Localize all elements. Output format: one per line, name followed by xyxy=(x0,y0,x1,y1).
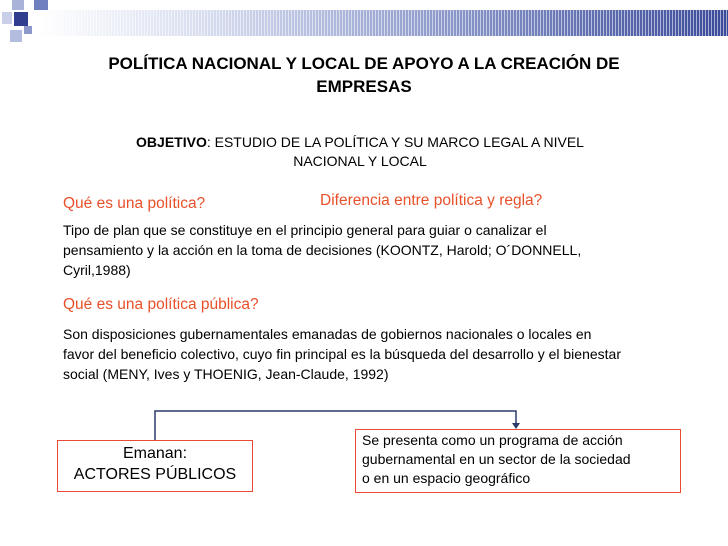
objective-text-2: NACIONAL Y LOCAL xyxy=(293,153,427,169)
actors-box xyxy=(57,440,253,492)
public-policy-line-1: Son disposiciones gubernamentales emanadas de gobiernos nacionales o locales en xyxy=(63,326,592,342)
question-difference: Diferencia entre política y regla? xyxy=(320,192,543,209)
actors-box-line-2: ACTORES PÚBLICOS xyxy=(73,466,237,483)
program-box-line-3: o en un espacio geográfico xyxy=(362,470,531,486)
public-policy-line-2: favor del beneficio colectivo, cuyo fin principal es la búsqueda del desarrollo y el bienestar xyxy=(63,346,621,362)
title-line-2: EMPRESAS xyxy=(316,77,412,96)
program-box xyxy=(355,429,681,493)
policy-definition-line-2: pensamiento y la acción en la toma de decisiones (KOONTZ, Harold; O´DONNELL, xyxy=(63,242,582,258)
question-what-is-policy: Qué es una política? xyxy=(63,195,206,212)
objective-text-1: : ESTUDIO DE LA POLÍTICA Y SU MARCO LEGAL A NIVEL xyxy=(206,134,584,150)
program-box-line-2: gubernamental en un sector de la sociedad xyxy=(362,451,631,467)
actors-box-line-1: Emanan: xyxy=(122,445,188,462)
public-policy-line-3: social (MENY, Ives y THOENIG, Jean-Claude, 1992) xyxy=(63,366,389,382)
title-line-1: POLÍTICA NACIONAL Y LOCAL DE APOYO A LA CREACIÓN DE xyxy=(108,54,620,73)
question-what-is-public-policy: Qué es una política pública? xyxy=(63,296,259,313)
policy-definition-line-1: Tipo de plan que se constituye en el principio general para guiar o canalizar el xyxy=(63,222,547,238)
policy-definition-line-3: Cyril,1988) xyxy=(63,262,131,278)
objective-label: OBJETIVO xyxy=(136,134,207,150)
program-box-line-1: Se presenta como un programa de acción xyxy=(362,432,623,448)
